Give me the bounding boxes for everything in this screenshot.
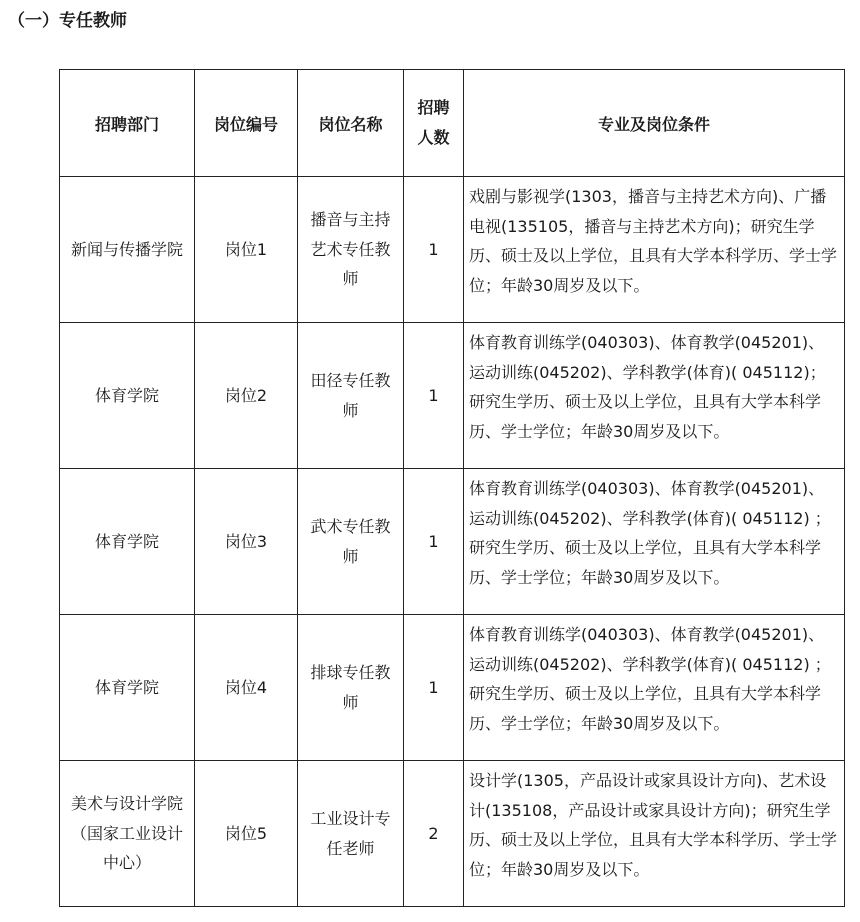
header-position-name: 岗位名称 (298, 70, 404, 177)
cell-department: 体育学院 (60, 615, 195, 761)
cell-requirements: 戏剧与影视学(1303，播音与主持艺术方向)、广播电视(135105，播音与主持艺术方向)；研究生学历、硕士及以上学位，且具有大学本科学历、学士学位；年龄30周岁及以下。 (464, 177, 845, 323)
cell-department: 体育学院 (60, 469, 195, 615)
cell-headcount: 2 (404, 761, 464, 907)
cell-headcount: 1 (404, 323, 464, 469)
cell-requirements: 体育教育训练学(040303)、体育教学(045201)、运动训练(045202)、学科教学(体育)( 045112) ；研究生学历、硕士及以上学位，且具有大学本科学历、学士学位；年龄30周岁及以下。 (464, 615, 845, 761)
cell-headcount: 1 (404, 177, 464, 323)
table-row (60, 323, 845, 469)
cell-position-code: 岗位5 (195, 761, 298, 907)
table-row (60, 177, 845, 323)
table-row (60, 761, 845, 907)
table-row (60, 469, 845, 615)
table-header-row (60, 70, 845, 177)
cell-position-name: 武术专任教师 (298, 469, 404, 615)
cell-position-name: 田径专任教师 (298, 323, 404, 469)
cell-position-name: 排球专任教师 (298, 615, 404, 761)
cell-position-code: 岗位2 (195, 323, 298, 469)
cell-requirements: 体育教育训练学(040303)、体育教学(045201)、运动训练(045202)、学科教学(体育)( 045112) ；研究生学历、硕士及以上学位，且具有大学本科学历、学士学位；年龄30周岁及以下。 (464, 469, 845, 615)
header-position-code: 岗位编号 (195, 70, 298, 177)
section-title: （一）专任教师 (8, 11, 127, 31)
header-department: 招聘部门 (60, 70, 195, 177)
cell-headcount: 1 (404, 469, 464, 615)
table-row (60, 615, 845, 761)
cell-position-code: 岗位4 (195, 615, 298, 761)
cell-requirements: 体育教育训练学(040303)、体育教学(045201)、运动训练(045202)、学科教学(体育)( 045112)；研究生学历、硕士及以上学位，且具有大学本科学历、学士学位；年龄30周岁及以下。 (464, 323, 845, 469)
cell-position-name: 播音与主持艺术专任教师 (298, 177, 404, 323)
cell-position-code: 岗位3 (195, 469, 298, 615)
cell-department: 新闻与传播学院 (60, 177, 195, 323)
header-headcount: 招聘人数 (404, 70, 464, 177)
cell-position-code: 岗位1 (195, 177, 298, 323)
recruitment-table (59, 69, 845, 907)
cell-position-name: 工业设计专任老师 (298, 761, 404, 907)
cell-headcount: 1 (404, 615, 464, 761)
cell-requirements: 设计学(1305，产品设计或家具设计方向)、艺术设计(135108，产品设计或家具设计方向)；研究生学历、硕士及以上学位，且具有大学本科学历、学士学位；年龄30周岁及以下。 (464, 761, 845, 907)
cell-department: 体育学院 (60, 323, 195, 469)
cell-department: 美术与设计学院（国家工业设计中心） (60, 761, 195, 907)
header-requirements: 专业及岗位条件 (464, 70, 845, 177)
